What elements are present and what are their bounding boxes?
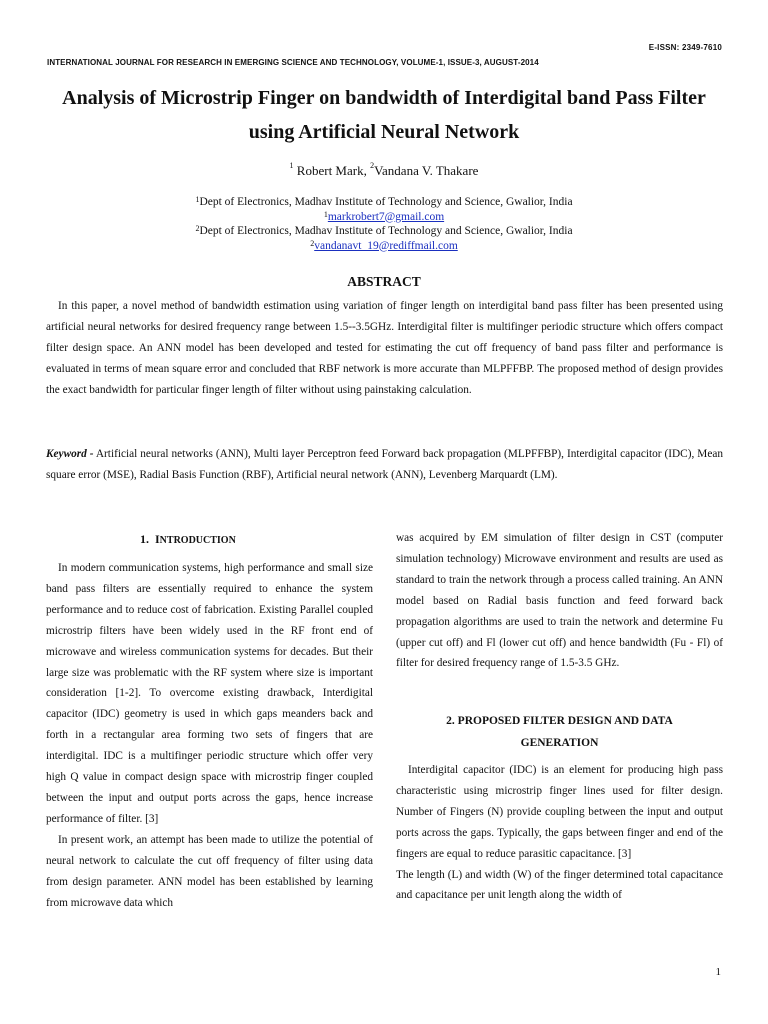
abstract-heading: ABSTRACT (347, 274, 421, 289)
right-column-top (396, 528, 723, 674)
section-2-heading-line-1: 2. PROPOSED FILTER DESIGN AND DATA (446, 715, 673, 727)
email1-sup: 1 (323, 209, 328, 219)
aff1-sup: 1 (195, 195, 200, 204)
section-2-paragraph-1: Interdigital capacitor (IDC) is an element for producing high pass characteristic using microstrip finger lines used for filter design. Number of Fingers (N) provide coupling between the input and output ports across the gaps. Typically, the gaps between finger and end of the fingers are equal to reduce parasitic capacitance. [3] (396, 764, 723, 860)
intro-paragraph-3: was acquired by EM simulation of filter design in CST (computer simulation technology) Microwave environment and results are used as standard to train the network through a process called training. An ANN model based on Radial basis function and feed forward back propagation algorithms are used to train the network and determine Fu (upper cut off) and Fl (lower cut off) and hence bandwidth (Fu - Fl) of filter for desired frequency range of 1.5-3.5 GHz. (396, 532, 723, 670)
section-1-number: 1. (140, 532, 149, 546)
author2-name: Vandana V. Thakare (374, 163, 479, 178)
author1-name: Robert Mark, (296, 163, 367, 178)
intro-paragraph-2: In present work, an attempt has been made to utilize the potential of neural network to calculate the cut off frequency of filter using data from design parameter. ANN model has been established by learning from microwave data which (46, 833, 373, 909)
section-2-paragraph-2: The length (L) and width (W) of the finger determined total capacitance and capacitance per unit length along the width of (396, 868, 723, 902)
section-1-initial: I (155, 532, 160, 546)
journal-header: INTERNATIONAL JOURNAL FOR RESEARCH IN EMERGING SCIENCE AND TECHNOLOGY, VOLUME-1, ISSUE-3, AUGUST-2014 (47, 58, 539, 67)
title-line-1: Analysis of Microstrip Finger on bandwidth of Interdigital band Pass Filter (62, 87, 706, 109)
intro-paragraph-1: In modern communication systems, high performance and small size band pass filters are essentially required to enhance the system performance and to reduce cost of fabrication. Existing Parallel coupled microstrip filters have been widely used in the RF front end of microwave and wireless communication systems for decades. But their large size was problematic with the RF system where size is important consideration [1-2]. To overcome existing drawback, Interdigital capacitor (IDC) geometry is used in which gaps meanders back and forth in a rectangular area forming two sets of fingers that are interdigital. IDC is a multifinger periodic structure which offer very high Q value in compact design space with microstrip finger coupled between the input and output ports across the gaps, hence increase performance of filter. [3] (46, 562, 373, 825)
abstract-text: In this paper, a novel method of bandwidth estimation using variation of finger length on interdigital band pass filter has been presented using artificial neural networks for desired frequency range between 1.5--3.5GHz. Interdigital filter is multifinger periodic structure which offers compact filter design space. An ANN model has been developed and tested for estimating the cut off frequency of band pass filter and performance is evaluated in terms of mean square error and concluded that RBF network is more accurate than MLPFFBP. The proposed method of design provides the exact bandwidth for particular finger length of filter without using painstaking calculation. (46, 300, 723, 396)
section-1-heading (140, 532, 236, 547)
email-link-1[interactable]: markrobert7@gmail.com (327, 210, 445, 223)
section-1-title-rest: NTRODUCTION (159, 535, 236, 546)
page-number: 1 (715, 966, 721, 978)
abstract-body (46, 296, 723, 401)
issn-label: E-ISSN: 2349-7610 (648, 43, 722, 52)
keywords-text: Artificial neural networks (ANN), Multi layer Perceptron feed Forward back propagation (MLPFFBP), Interdigital capacitor (IDC), Mean square error (MSE), Radial Basis Function (RBF), Artificial neural network (ANN), Levenberg Marquardt (LM). (46, 448, 723, 481)
keywords-block (46, 444, 723, 486)
paper-title (30, 81, 738, 149)
email-link-2[interactable]: vandanavt_19@rediffmail.com (314, 239, 458, 252)
aff2-sup: 2 (195, 224, 200, 233)
author2-sup: 2 (370, 161, 375, 170)
left-column (46, 558, 373, 913)
right-column-bottom (396, 760, 723, 906)
author1-sup: 1 (289, 161, 294, 170)
title-line-2: using Artificial Neural Network (248, 121, 520, 143)
section-2-heading-line-2: GENERATION (520, 737, 599, 749)
section-2-heading (396, 710, 723, 754)
affiliations (0, 195, 768, 253)
affiliation-2: Dept of Electronics, Madhav Institute of Technology and Science, Gwalior, India (199, 225, 573, 237)
keywords-label: Keyword - (46, 448, 94, 460)
email2-sup: 2 (310, 238, 315, 248)
affiliation-1: Dept of Electronics, Madhav Institute of Technology and Science, Gwalior, India (199, 196, 573, 208)
authors (0, 163, 768, 179)
